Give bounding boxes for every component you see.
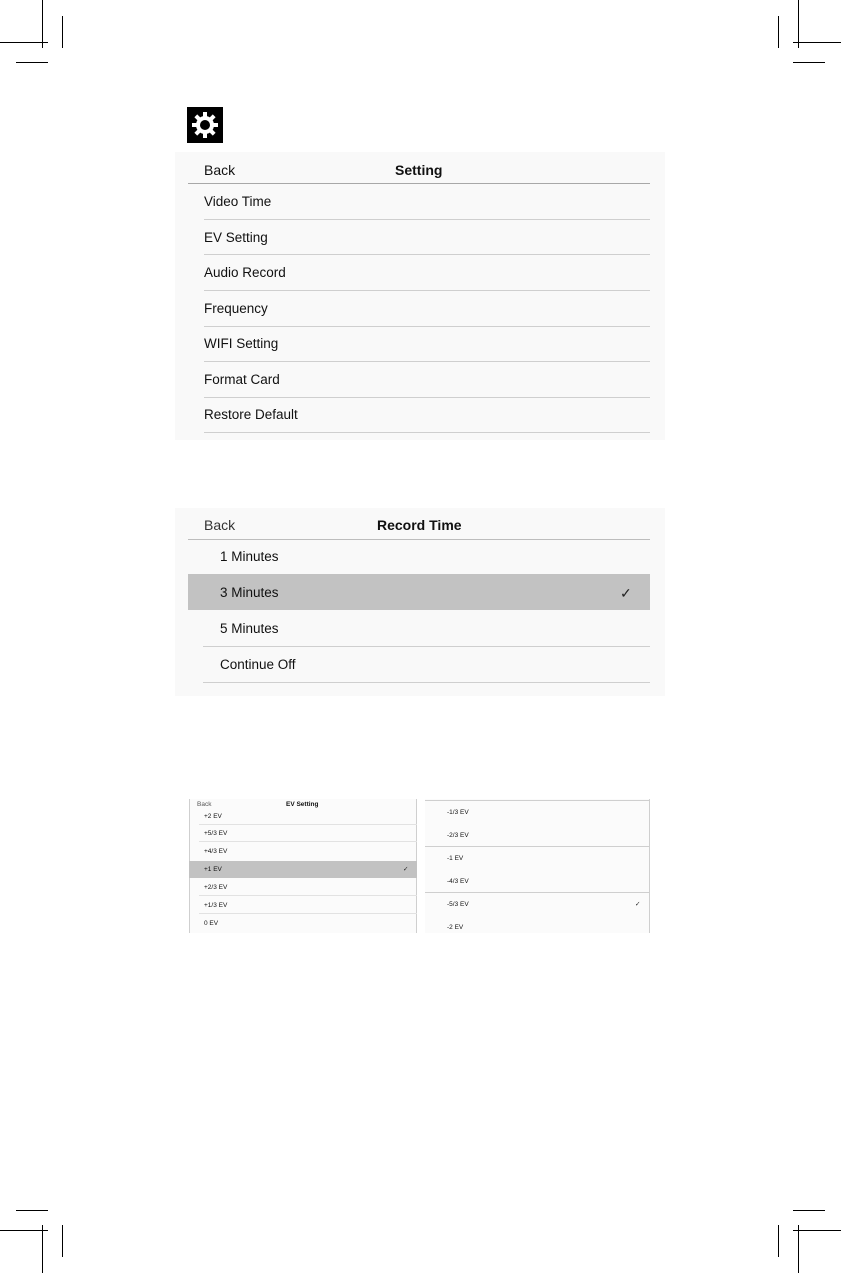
setting-item-frequency[interactable]: Frequency: [204, 301, 268, 316]
divider: [425, 800, 649, 801]
ev-option[interactable]: +2 EV: [204, 813, 222, 820]
crop-mark: [778, 1225, 779, 1257]
divider: [204, 219, 650, 220]
ev-setting-panel-right: [425, 799, 650, 933]
back-button[interactable]: Back: [204, 517, 236, 533]
back-button[interactable]: Back: [204, 162, 236, 178]
crop-mark: [793, 1230, 841, 1231]
ev-setting-panel-left: [189, 799, 417, 933]
divider: [425, 846, 649, 847]
ev-option[interactable]: 0 EV: [204, 920, 219, 927]
setting-item-wifi-setting[interactable]: WIFI Setting: [204, 336, 279, 351]
ev-option[interactable]: -1/3 EV: [447, 809, 469, 816]
crop-mark: [62, 16, 63, 48]
divider: [203, 646, 650, 647]
setting-item-audio-record[interactable]: Audio Record: [204, 265, 286, 280]
selected-row[interactable]: [189, 861, 417, 878]
gear-icon: [187, 107, 223, 143]
crop-mark: [798, 1225, 799, 1273]
crop-mark: [778, 16, 779, 48]
divider: [204, 254, 650, 255]
divider: [199, 841, 417, 842]
ev-option[interactable]: -5/3 EV: [447, 901, 469, 908]
record-time-panel: [175, 508, 665, 696]
setting-item-ev-setting[interactable]: EV Setting: [204, 230, 268, 245]
option-3-minutes[interactable]: 3 Minutes: [220, 585, 279, 600]
divider: [203, 682, 650, 683]
divider: [199, 824, 417, 825]
ev-option[interactable]: +4/3 EV: [204, 848, 228, 855]
settings-panel: [175, 152, 665, 440]
crop-mark: [798, 0, 799, 48]
ev-option[interactable]: +5/3 EV: [204, 830, 228, 837]
divider: [204, 432, 650, 433]
crop-mark: [793, 42, 841, 43]
divider: [199, 913, 417, 914]
crop-mark: [62, 1225, 63, 1257]
crop-mark: [793, 1210, 825, 1211]
check-icon: ✓: [620, 585, 632, 601]
crop-mark: [0, 42, 48, 43]
divider: [204, 361, 650, 362]
check-icon: ✓: [403, 866, 409, 873]
ev-option[interactable]: +2/3 EV: [204, 884, 228, 891]
ev-option[interactable]: -4/3 EV: [447, 878, 469, 885]
ev-option[interactable]: -1 EV: [447, 855, 464, 862]
setting-item-restore-default[interactable]: Restore Default: [204, 407, 298, 422]
option-1-minutes[interactable]: 1 Minutes: [220, 549, 279, 564]
ev-option[interactable]: +1 EV: [204, 866, 222, 873]
option-continue-off[interactable]: Continue Off: [220, 657, 296, 672]
back-button[interactable]: Back: [197, 801, 212, 808]
page-title: Record Time: [377, 517, 462, 533]
crop-mark: [16, 62, 48, 63]
divider: [204, 326, 650, 327]
divider: [204, 290, 650, 291]
page-title: EV Setting: [286, 801, 319, 808]
crop-mark: [16, 1210, 48, 1211]
crop-mark: [0, 1230, 48, 1231]
crop-mark: [793, 62, 825, 63]
ev-option[interactable]: -2/3 EV: [447, 832, 469, 839]
divider: [425, 892, 649, 893]
ev-option[interactable]: +1/3 EV: [204, 902, 228, 909]
page-title: Setting: [395, 162, 443, 178]
divider: [204, 397, 650, 398]
divider: [199, 895, 417, 896]
ev-option[interactable]: -2 EV: [447, 924, 464, 931]
header-divider: [188, 539, 650, 540]
setting-item-video-time[interactable]: Video Time: [204, 194, 272, 209]
check-icon: ✓: [635, 901, 641, 908]
crop-mark: [42, 1225, 43, 1273]
option-5-minutes[interactable]: 5 Minutes: [220, 621, 279, 636]
header-divider: [188, 183, 650, 184]
setting-item-format-card[interactable]: Format Card: [204, 372, 280, 387]
crop-mark: [42, 0, 43, 48]
